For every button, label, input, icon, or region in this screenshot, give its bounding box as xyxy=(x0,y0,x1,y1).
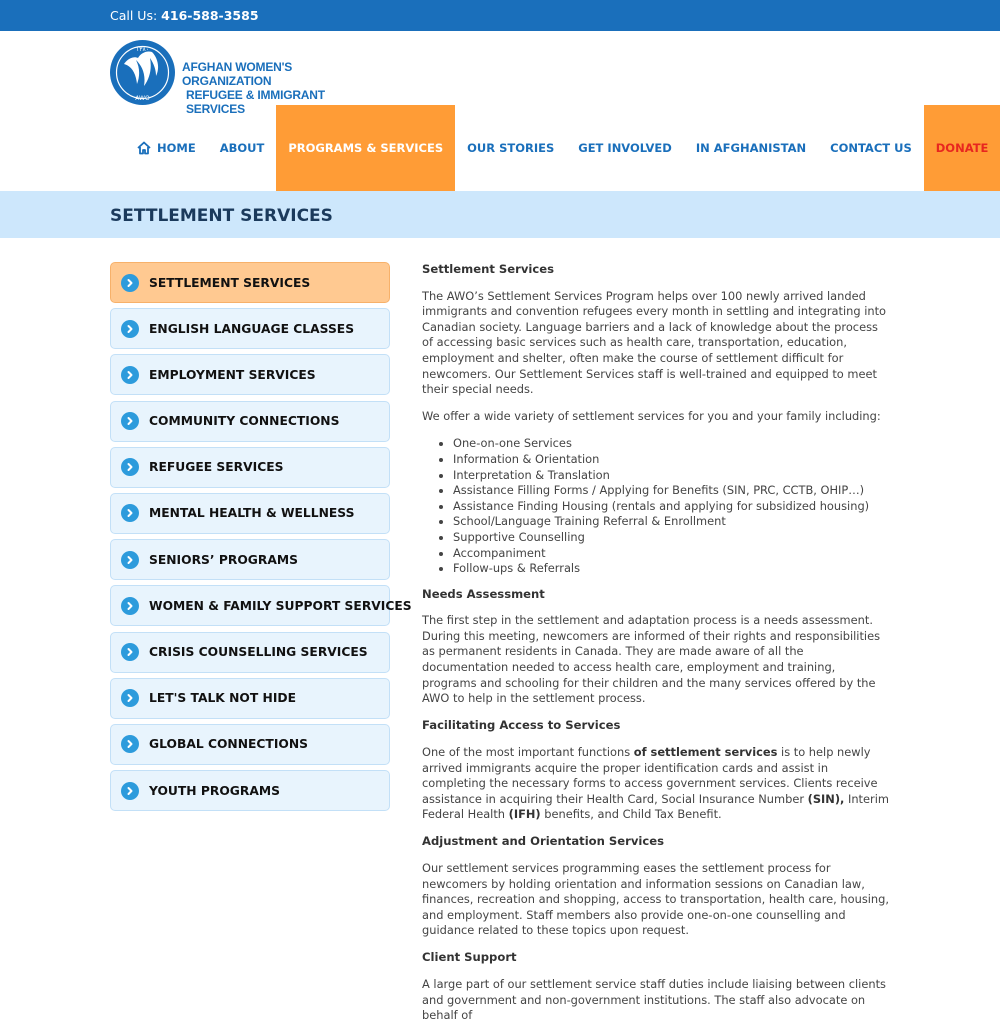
page-title-banner xyxy=(0,191,1000,238)
top-bar xyxy=(0,0,1000,31)
nav-programs-services[interactable]: PROGRAMS & SERVICES xyxy=(276,105,455,191)
chevron-right-icon xyxy=(121,274,139,292)
sidebar-item-label: EMPLOYMENT SERVICES xyxy=(149,367,316,382)
dove-icon xyxy=(110,40,175,105)
nav-home-label: HOME xyxy=(157,141,196,155)
services-list xyxy=(453,436,892,576)
nav-contact-us[interactable]: CONTACT US xyxy=(830,141,912,155)
nav-donate[interactable]: DONATE xyxy=(924,105,1000,191)
paragraph: Our settlement services programming eases the settlement process for newcomers by holding orientation and information sessions on Canadian law, finances, recreation and shopping, access to transportation, health care, housing, and employment. Staff members also provide one-on-one counselling and guidance related to these topics upon request. xyxy=(422,861,890,938)
sidebar-item-label: ENGLISH LANGUAGE CLASSES xyxy=(149,321,355,336)
sidebar-item-label: REFUGEE SERVICES xyxy=(149,460,284,475)
chevron-right-icon xyxy=(121,782,139,800)
main-content xyxy=(422,262,892,1035)
sidebar-item-youth-programs[interactable] xyxy=(110,770,390,811)
chevron-right-icon xyxy=(121,735,139,753)
list-item: • Assistance Finding Housing (rentals and applying for subsidized housing) xyxy=(453,499,892,515)
sidebar-item-crisis-counselling-services[interactable] xyxy=(110,632,390,673)
sidebar-item-label: WOMEN & FAMILY SUPPORT SERVICES xyxy=(149,598,412,613)
main-nav xyxy=(125,105,1000,191)
section-heading: Client Support xyxy=(422,950,517,965)
chevron-right-icon xyxy=(121,320,139,338)
sidebar-item-label: CRISIS COUNSELLING SERVICES xyxy=(149,645,368,659)
list-item: • Supportive Counselling xyxy=(453,530,892,546)
phone-number[interactable]: 416-588-3585 xyxy=(161,8,259,23)
chevron-right-icon xyxy=(121,412,139,430)
chevron-right-icon xyxy=(121,597,139,615)
list-item: • Interpretation & Translation xyxy=(453,468,892,484)
list-item: • Information & Orientation xyxy=(453,452,892,468)
sidebar-item-mental-health-wellness[interactable] xyxy=(110,493,390,534)
sidebar-item-label: MENTAL HEALTH & WELLNESS xyxy=(149,506,355,521)
sidebar-item-employment-services[interactable] xyxy=(110,354,390,395)
section-heading: Settlement Services xyxy=(422,262,555,276)
call-label: Call Us: xyxy=(110,8,158,23)
call-us xyxy=(110,8,259,23)
chevron-right-icon xyxy=(121,504,139,522)
sidebar-menu xyxy=(110,262,412,816)
svg-text:AWO: AWO xyxy=(135,95,150,102)
paragraph: The AWO’s Settlement Services Program helps over 100 newly arrived landed immigrants and convention refugees every month in settling and integrating into Canadian society. Language barriers and a lack of knowledge about the process of accessing basic services such as health care, transportation, education, employment and shelter, often make the course of settlement difficult for newcomers. Our Settlement Services staff is well-trained and equipped to meet their special needs. xyxy=(422,288,887,397)
site-logo[interactable] xyxy=(110,40,350,116)
sidebar-item-english-language-classes[interactable] xyxy=(110,308,390,349)
paragraph: We offer a wide variety of settlement services for you and your family including: xyxy=(422,409,881,424)
paragraph: One of the most important functions of settlement services is to help newly arrived immigrants acquire the proper identification cards and assist in completing the necessary forms to access government services. Clients receive assistance in acquiring their Health Card, Social Insurance Number (SIN), Interim Federal Health (IFH) benefits, and Child Tax Benefit. xyxy=(422,744,889,822)
section-heading: Adjustment and Orientation Services xyxy=(422,834,665,849)
sidebar-item-global-connections[interactable] xyxy=(110,724,390,765)
list-item: • Assistance Filling Forms / Applying for Benefits (SIN, PRC, CCTB, OHIP…) xyxy=(453,483,892,499)
nav-in-afghanistan[interactable]: IN AFGHANISTAN xyxy=(695,141,807,155)
nav-about[interactable]: ABOUT xyxy=(219,141,265,155)
page-title: SETTLEMENT SERVICES xyxy=(110,206,333,226)
chevron-right-icon xyxy=(121,689,139,707)
paragraph: The first step in the settlement and adaptation process is a needs assessment. During this meeting, newcomers are informed of their rights and responsibilities as permanent residents in Canada. They are made aware of all the documentation needed to access health care, employment and training, programs and schooling for their children and the many services offered by the AWO to help in the settlement process. xyxy=(422,613,881,706)
sidebar-item-seniors-programs[interactable] xyxy=(110,539,390,580)
chevron-right-icon xyxy=(121,458,139,476)
sidebar-item-women-family-support-services[interactable] xyxy=(110,585,412,626)
chevron-right-icon xyxy=(121,551,139,569)
section-heading: Facilitating Access to Services xyxy=(422,718,621,733)
logo-line-2: REFUGEE & IMMIGRANT SERVICES xyxy=(186,88,325,116)
logo-line-1: AFGHAN WOMEN'S ORGANIZATION xyxy=(182,60,293,88)
nav-get-involved[interactable]: GET INVOLVED xyxy=(578,141,672,155)
nav-home[interactable] xyxy=(125,105,208,191)
logo-emblem xyxy=(110,40,175,105)
svg-text:۱۳۸۰: ۱۳۸۰ xyxy=(136,46,149,53)
list-item: • One-on-one Services xyxy=(453,436,892,452)
sidebar-item-label: YOUTH PROGRAMS xyxy=(149,783,280,798)
sidebar-item-label: SENIORS’ PROGRAMS xyxy=(149,552,298,567)
list-item: • Follow-ups & Referrals xyxy=(453,561,892,577)
home-icon xyxy=(137,141,151,155)
sidebar-item-label: SETTLEMENT SERVICES xyxy=(149,275,311,290)
sidebar-item-refugee-services[interactable] xyxy=(110,447,390,488)
sidebar-item-label: LET'S TALK NOT HIDE xyxy=(149,691,297,706)
sidebar-item-let-s-talk-not-hide[interactable] xyxy=(110,678,390,719)
list-item: • Accompaniment xyxy=(453,546,892,562)
sidebar-item-community-connections[interactable] xyxy=(110,401,390,442)
sidebar-item-settlement-services[interactable] xyxy=(110,262,390,303)
nav-our-stories[interactable]: OUR STORIES xyxy=(467,141,555,155)
list-item: • School/Language Training Referral & Enrollment xyxy=(453,514,892,530)
sidebar-item-label: GLOBAL CONNECTIONS xyxy=(149,737,309,752)
sidebar-item-label: COMMUNITY CONNECTIONS xyxy=(149,414,340,429)
paragraph: A large part of our settlement service staff duties include liaising between clients and government and non-government institutions. The staff also advocate on behalf of xyxy=(422,977,886,1023)
chevron-right-icon xyxy=(121,643,139,661)
chevron-right-icon xyxy=(121,366,139,384)
section-heading: Needs Assessment xyxy=(422,586,545,601)
